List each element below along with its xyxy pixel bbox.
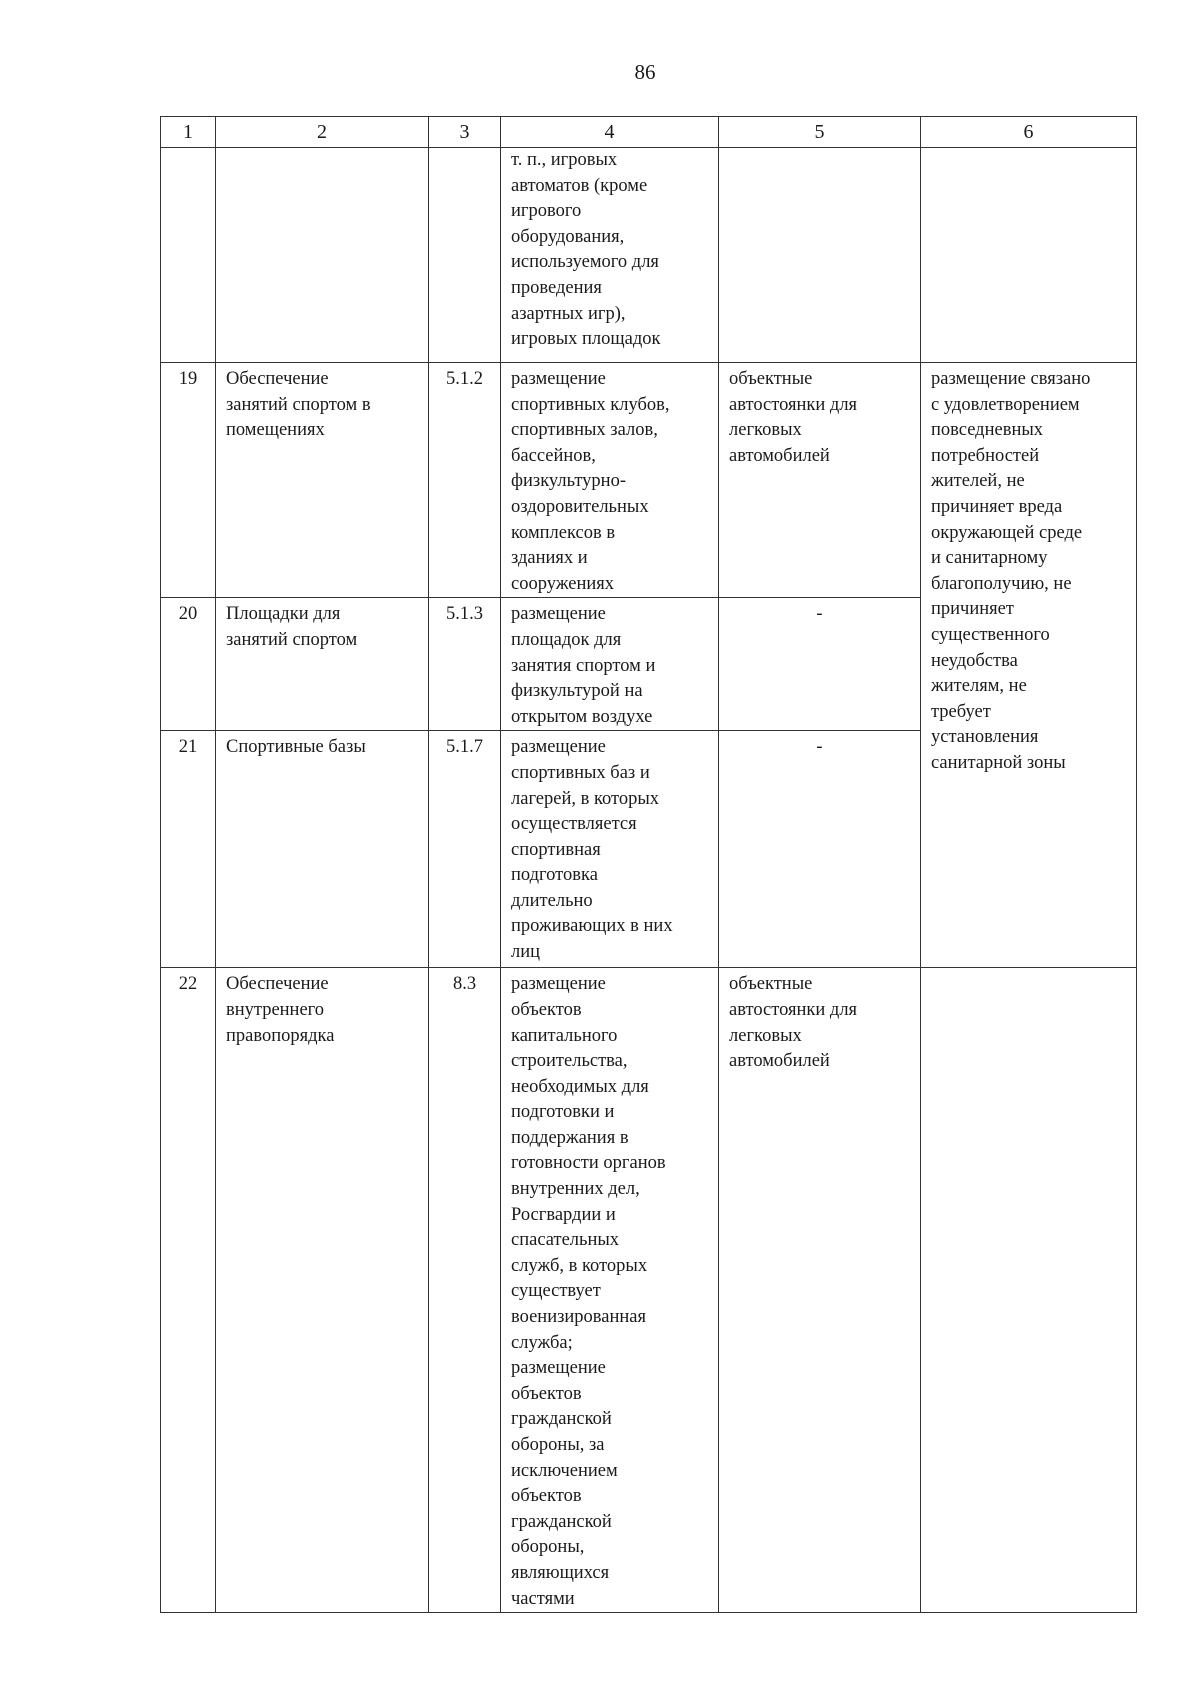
description-cell: размещение площадок для занятия спортом и физкультурой на открытом воздухе — [501, 598, 719, 731]
table-row — [161, 363, 1137, 598]
page-number: 86 — [634, 60, 656, 84]
column-header: 2 — [216, 117, 429, 148]
column-header: 4 — [501, 117, 719, 148]
conditions-cell: размещение связано с удовлетворением повседневных потребностей жителей, не причиняет вреда окружающей среде и санитарному благополучию, не причиняет существенного неудобства жителям, не требует установления санитарной зоны — [921, 363, 1137, 968]
use-name-cell: Обеспечение занятий спортом в помещениях — [216, 363, 429, 598]
row-number-cell: 20 — [161, 598, 216, 731]
row-number-cell: 19 — [161, 363, 216, 598]
auxiliary-use-cell: объектные автостоянки для легковых автомобилей — [719, 968, 921, 1613]
description-cell: т. п., игровых автоматов (кроме игрового оборудования, используемого для проведения азартных игр), игровых площадок — [501, 148, 719, 363]
column-header: 3 — [429, 117, 501, 148]
use-code-cell: 5.1.7 — [429, 731, 501, 968]
description-cell: размещение спортивных клубов, спортивных залов, бассейнов, физкультурно- оздоровительных комплексов в зданиях и сооружениях — [501, 363, 719, 598]
use-name-cell: Спортивные базы — [216, 731, 429, 968]
conditions-cell — [921, 148, 1137, 363]
row-number-cell — [161, 148, 216, 363]
column-header: 5 — [719, 117, 921, 148]
row-number-cell: 22 — [161, 968, 216, 1613]
description-cell: размещение объектов капитального строительства, необходимых для подготовки и поддержания в готовности органов внутренних дел, Росгвардии и спасательных служб, в которых существует военизированная служба; размещение объектов гражданской обороны, за исключением объектов гражданской обороны, являющихся частями — [501, 968, 719, 1613]
description-cell: размещение спортивных баз и лагерей, в которых осуществляется спортивная подготовка длительно проживающих в них лиц — [501, 731, 719, 968]
table-header-row — [161, 117, 1137, 148]
row-number-cell: 21 — [161, 731, 216, 968]
table-row — [161, 148, 1137, 363]
table-row — [161, 968, 1137, 1613]
conditions-cell — [921, 968, 1137, 1613]
use-code-cell: 5.1.3 — [429, 598, 501, 731]
auxiliary-use-cell: - — [719, 731, 921, 968]
auxiliary-use-cell — [719, 148, 921, 363]
column-header: 1 — [161, 117, 216, 148]
use-code-cell: 5.1.2 — [429, 363, 501, 598]
auxiliary-use-cell: - — [719, 598, 921, 731]
use-code-cell: 8.3 — [429, 968, 501, 1613]
use-code-cell — [429, 148, 501, 363]
column-header: 6 — [921, 117, 1137, 148]
use-name-cell: Площадки для занятий спортом — [216, 598, 429, 731]
use-name-cell — [216, 148, 429, 363]
use-name-cell: Обеспечение внутреннего правопорядка — [216, 968, 429, 1613]
auxiliary-use-cell: объектные автостоянки для легковых автомобилей — [719, 363, 921, 598]
land-use-table — [160, 116, 1137, 1613]
